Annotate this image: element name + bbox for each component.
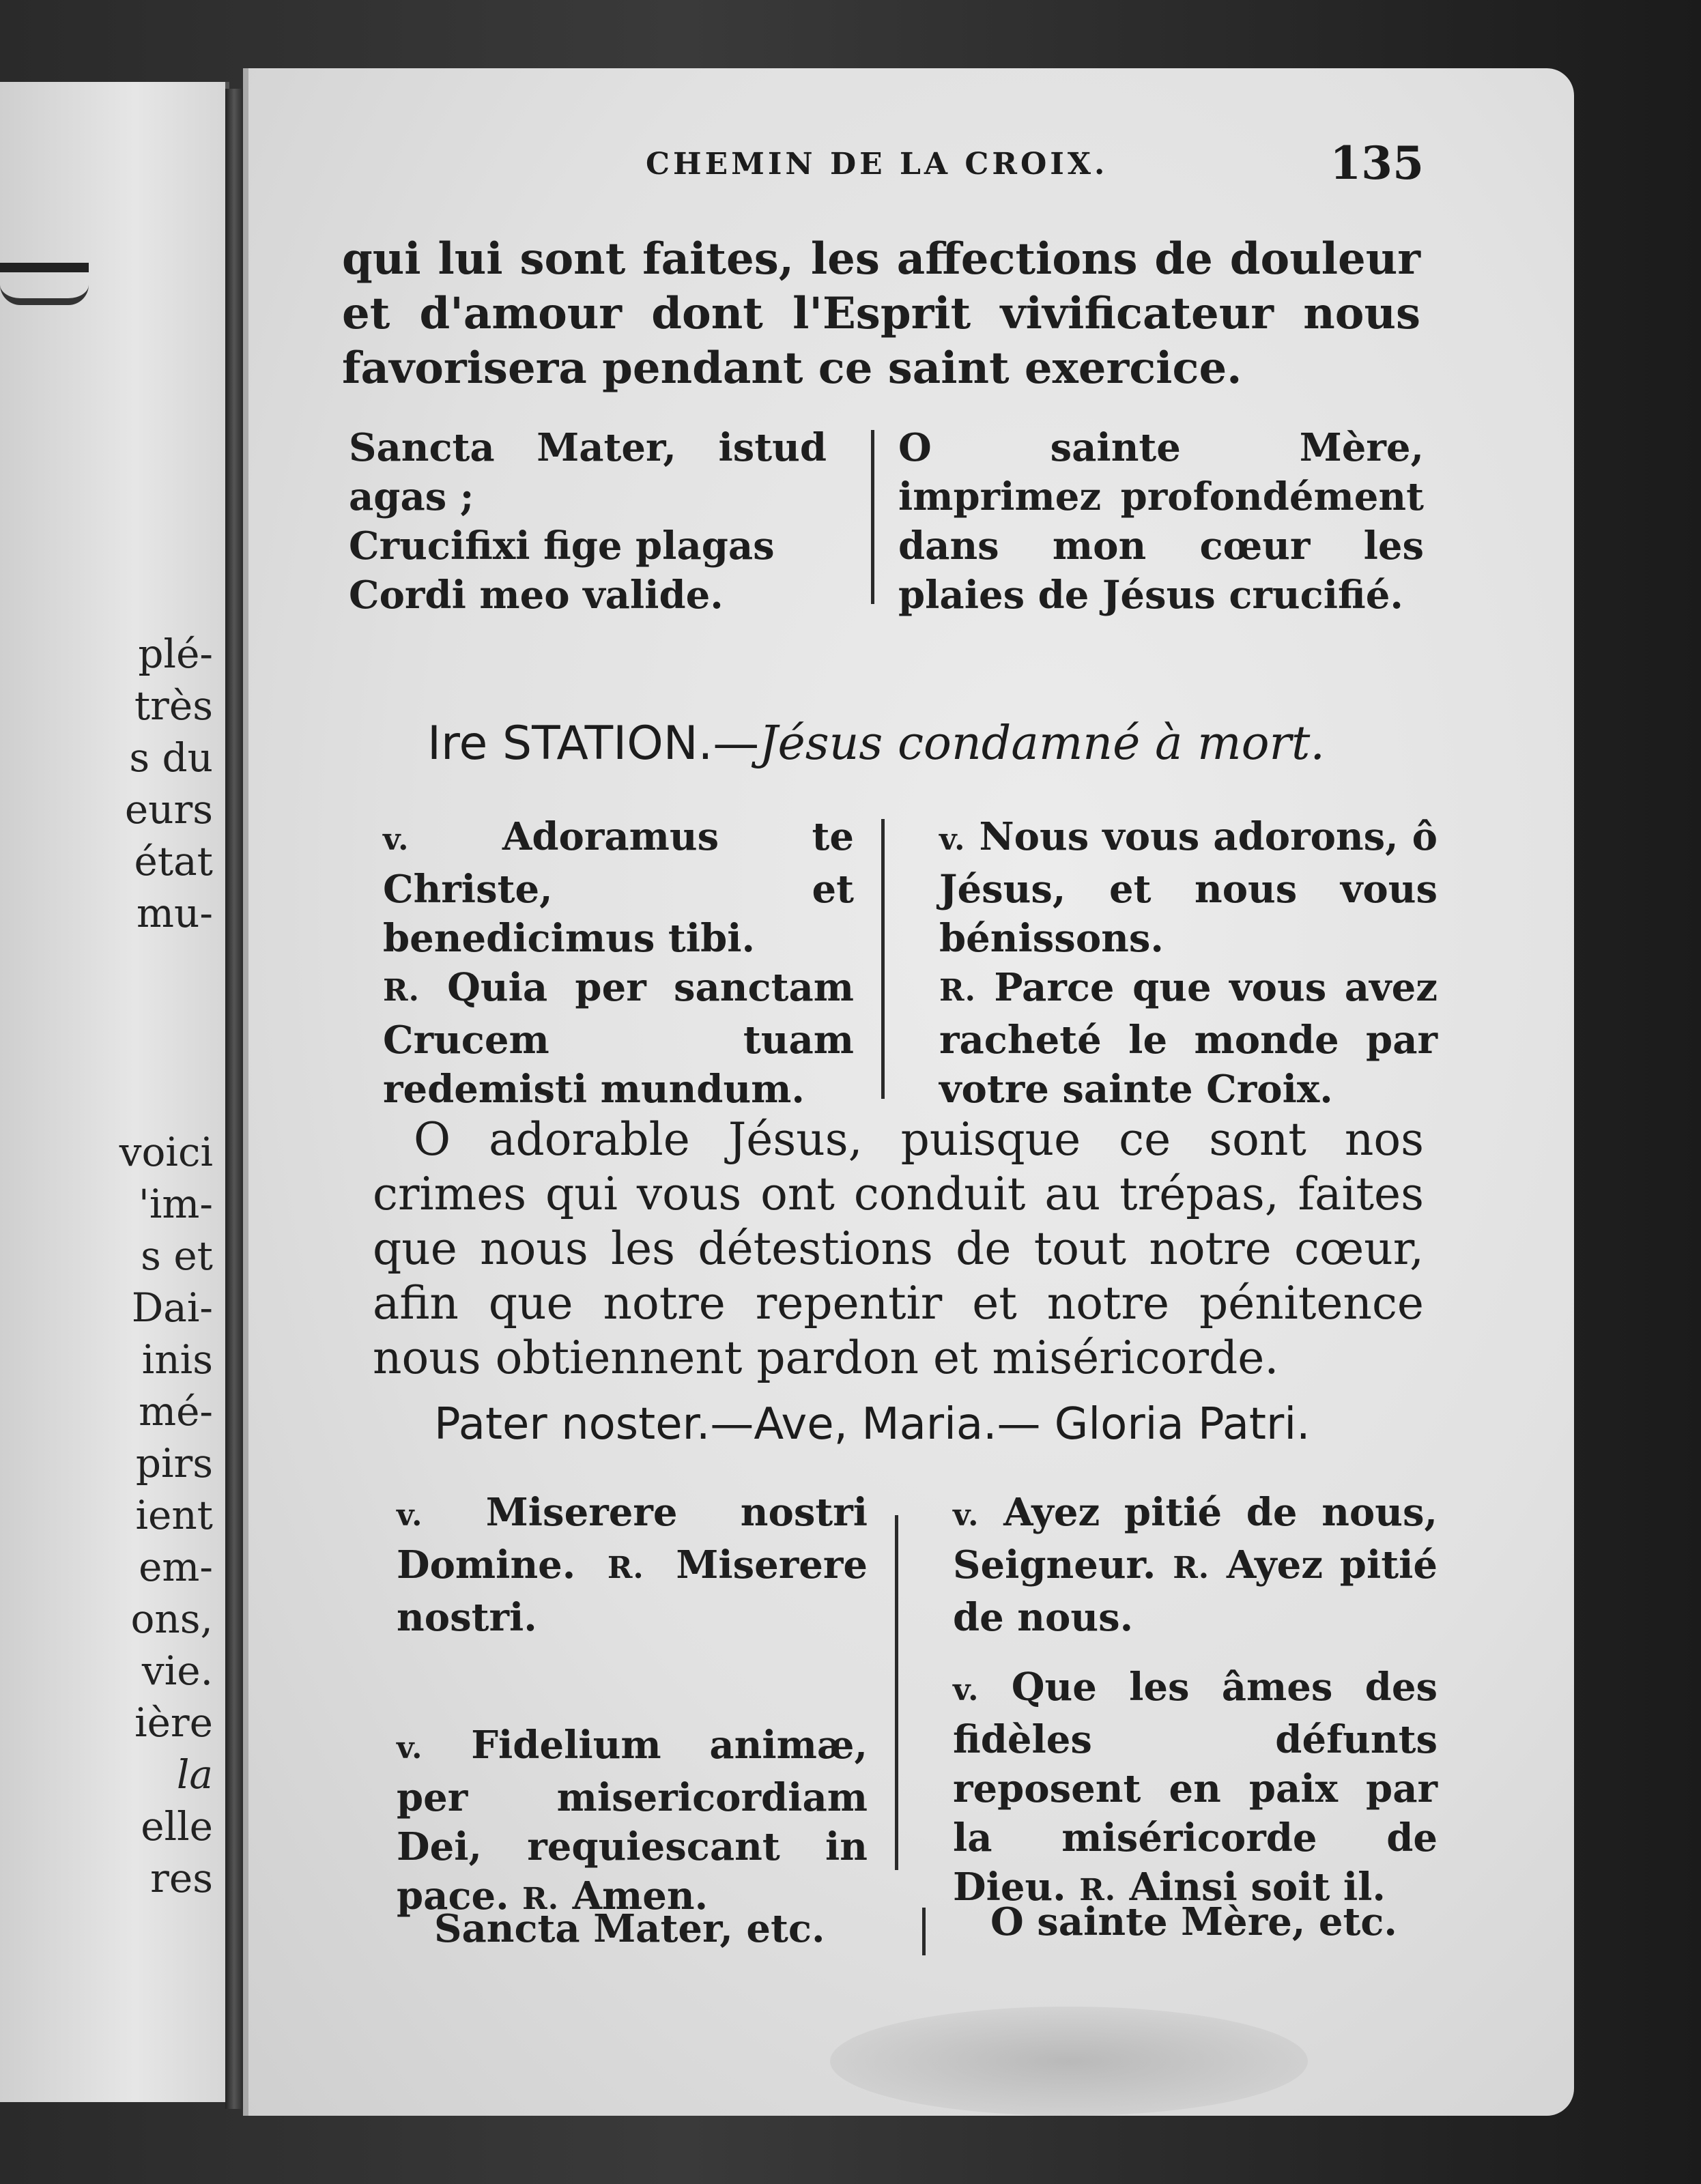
versicle-mark: v. <box>953 1498 980 1533</box>
versicle2-latin-column <box>362 1488 868 1924</box>
left-fragment: elle <box>141 1803 213 1850</box>
versicle-french-column <box>905 812 1438 1114</box>
response-french-text: Parce que vous avez racheté le monde par votre sainte Croix. <box>939 965 1438 1112</box>
versicle-mark: v. <box>383 822 410 857</box>
column-rule <box>895 1515 898 1870</box>
running-head: CHEMIN DE LA CROIX. <box>646 147 1109 182</box>
response-latin-text: Amen. <box>572 1873 709 1919</box>
left-fragment: Dai- <box>131 1284 213 1331</box>
versicle-latin-column <box>349 812 854 1114</box>
page-number: 135 <box>1330 136 1424 190</box>
versicle-mark: v. <box>397 1731 423 1766</box>
left-fragment: très <box>134 682 213 729</box>
left-fragment: ière <box>134 1699 213 1746</box>
versicle2-french-column <box>919 1488 1438 1915</box>
left-fragment: ons, <box>130 1596 213 1642</box>
left-fragment: état <box>134 838 213 885</box>
versicle-latin-text: Miserere nostri Domine. <box>397 1490 868 1587</box>
closing-french-text: O sainte Mère, etc. <box>990 1899 1397 1944</box>
hymn-french-column <box>898 423 1424 620</box>
pater-line: Pater noster.—Ave, Maria.— Gloria Patri. <box>434 1399 1311 1450</box>
ornament-mark <box>0 263 89 305</box>
response-mark: R. <box>383 973 420 1008</box>
versicle-french-text: Ayez pitié de nous, Seigneur. <box>953 1490 1438 1587</box>
prayer-text: O adorable Jésus, puisque ce sont nos crimes qui vous ont conduit au trépas, faites que nous les détestions de tout notre cœur, afin que notre repentir et notre pénitence nous obtiennent pardon et miséricorde. <box>373 1113 1424 1384</box>
response-latin-text: Miserere nostri. <box>397 1542 868 1640</box>
left-fragment: s du <box>129 734 213 781</box>
station-number: Ire STATION.— <box>427 717 760 771</box>
versicle-french-text: Que les âmes des fidèles défunts reposent en paix par la miséricorde de Dieu. <box>953 1665 1438 1910</box>
versicle-mark: v. <box>397 1498 423 1533</box>
left-fragment: mé- <box>139 1388 213 1435</box>
left-fragment: em- <box>139 1544 213 1590</box>
left-fragment: la <box>176 1751 213 1798</box>
left-fragment: inis <box>141 1336 213 1383</box>
hymn-latin-line: Sancta Mater, istud agas ; <box>349 425 827 519</box>
closing-french <box>990 1897 1441 1946</box>
response-mark: R. <box>939 973 976 1008</box>
column-rule <box>871 430 874 604</box>
response-french-text: Ayez pitié de nous. <box>953 1542 1438 1640</box>
left-fragment: ient <box>135 1492 213 1538</box>
left-fragment: vie. <box>141 1648 213 1694</box>
closing-latin-text: Sancta Mater, etc. <box>434 1906 825 1951</box>
hymn-latin-column <box>349 423 827 620</box>
versicle-mark: v. <box>953 1673 980 1708</box>
hymn-latin-line: Cordi meo valide. <box>349 573 724 618</box>
left-fragment: pirs <box>135 1440 213 1486</box>
intro-paragraph: qui lui sont faites, les affections de douleur et d'amour dont l'Esprit vivificateur nous favorisera pendant ce saint exercice. <box>342 233 1420 394</box>
left-facing-page <box>0 82 229 2102</box>
left-fragment: s et <box>141 1233 213 1279</box>
book-spine <box>225 89 243 2109</box>
response-french-text: Ainsi soit il. <box>1129 1865 1386 1910</box>
column-rule <box>922 1908 926 1955</box>
column-rule <box>881 819 885 1099</box>
left-fragment: plé- <box>138 631 213 677</box>
left-fragment: eurs <box>124 786 213 833</box>
prayer-paragraph <box>373 1112 1424 1385</box>
left-fragment: 'im- <box>138 1181 213 1227</box>
left-fragment: voici <box>119 1129 213 1175</box>
versicle-latin-text: Adoramus te Christe, et benedicimus tibi. <box>383 814 855 961</box>
hymn-latin-line: Crucifixi fige plagas <box>349 523 775 569</box>
station-heading <box>427 717 1325 771</box>
left-fragment: res <box>150 1855 213 1901</box>
station-title: Jésus condamné à mort. <box>759 717 1325 771</box>
versicle-french-text: Nous vous adorons, ô Jésus, et nous vous bénissons. <box>939 814 1438 961</box>
response-mark: R. <box>607 1551 644 1585</box>
response-latin-text: Quia per sanctam Crucem tuam redemisti mundum. <box>383 965 854 1112</box>
response-mark: R. <box>522 1882 560 1916</box>
paper-stain <box>830 2007 1308 2116</box>
left-fragment: mu- <box>137 890 213 936</box>
versicle-latin-text: Fidelium animæ, per misericordiam Dei, requiescant in pace. <box>397 1723 868 1919</box>
book-page <box>243 68 1574 2116</box>
response-mark: R. <box>1173 1551 1210 1585</box>
response-mark: R. <box>1079 1873 1117 1908</box>
versicle-mark: v. <box>939 822 966 857</box>
closing-latin <box>434 1904 857 1953</box>
hymn-french-text: O sainte Mère, imprimez profondément dans mon cœur les plaies de Jésus crucifié. <box>898 425 1424 618</box>
